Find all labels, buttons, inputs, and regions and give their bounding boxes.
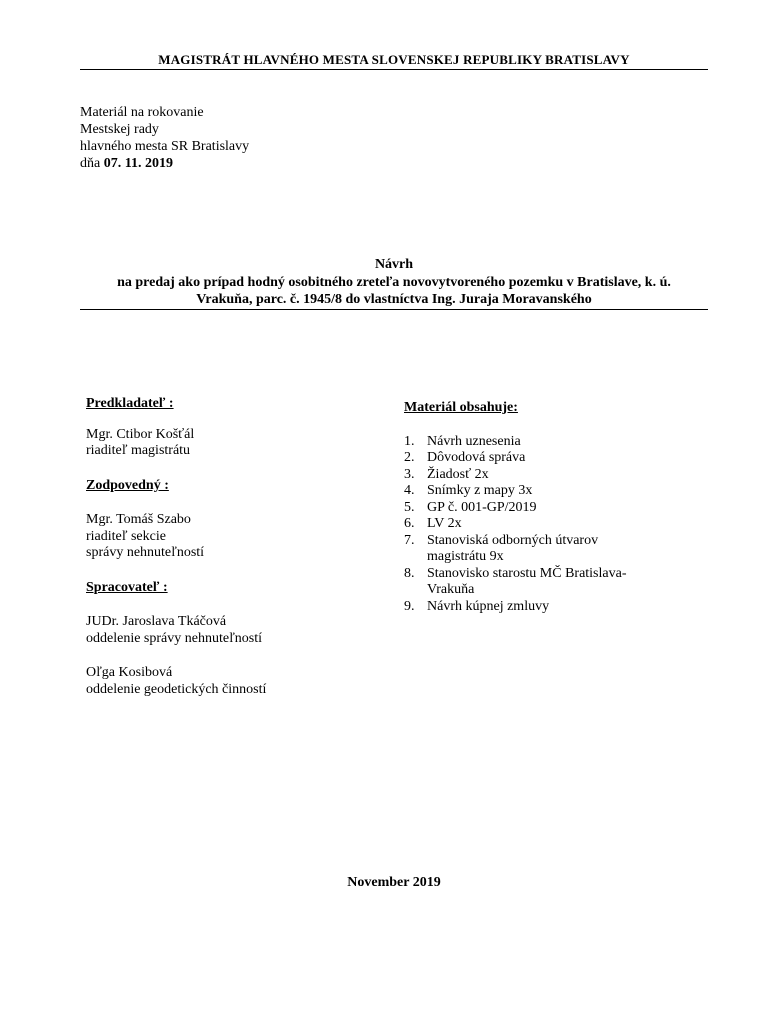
contents-item-line: GP č. 001-GP/2019: [427, 499, 537, 515]
contents-item-text: [427, 467, 694, 484]
contents-item: [404, 483, 694, 500]
processor-2-dept: oddelenie geodetických činností: [86, 681, 267, 697]
meeting-line-1: Materiál na rokovanie: [80, 105, 204, 120]
contents-item-text: [427, 599, 694, 616]
meeting-date: 07. 11. 2019: [103, 156, 173, 171]
contents-item-line: Stanoviská odborných útvarov: [427, 532, 599, 548]
footer-date: November 2019: [347, 875, 441, 890]
contents-item-line: magistrátu 9x: [427, 549, 504, 564]
contents-heading: Materiál obsahuje:: [404, 400, 518, 415]
contents-item-text: [427, 450, 694, 467]
contents-item-line: LV 2x: [427, 516, 462, 531]
meeting-date-prefix: dňa: [80, 156, 104, 171]
contents-item-number: 4.: [404, 483, 415, 498]
processor-1-dept: oddelenie správy nehnuteľností: [86, 630, 262, 646]
responsible-heading: Zodpovedný :: [86, 477, 169, 493]
contents-item: [404, 434, 694, 451]
meeting-line-3: hlavného mesta SR Bratislavy: [80, 139, 250, 154]
people-column: [86, 396, 386, 698]
contents-item-number: 8.: [404, 565, 415, 581]
header-rule: [80, 69, 708, 70]
submitter-heading: Predkladateľ :: [86, 396, 174, 411]
contents-list: [404, 434, 694, 616]
contents-item: [404, 467, 694, 484]
contents-item: [404, 500, 694, 517]
processor-2-name: Oľga Kosibová: [86, 665, 173, 680]
meeting-line-2: Mestskej rady: [80, 122, 159, 137]
contents-item-line: Návrh uznesenia: [427, 433, 521, 449]
contents-item-number: 6.: [404, 516, 415, 531]
contents-item-number: 5.: [404, 499, 415, 515]
contents-item-text: [427, 500, 694, 517]
header-title: MAGISTRÁT HLAVNÉHO MESTA SLOVENSKEJ REPUBLIKY BRATISLAVY: [158, 52, 630, 67]
proposal-line-2: Vrakuňa, parc. č. 1945/8 do vlastníctva Ing. Juraja Moravanského: [196, 292, 592, 307]
contents-item-text: [427, 566, 694, 599]
contents-item-line: Dôvodová správa: [427, 450, 526, 465]
contents-item-line: Návrh kúpnej zmluvy: [427, 598, 550, 614]
proposal-rule: [80, 309, 708, 310]
contents-item: [404, 450, 694, 467]
proposal-line-1: na predaj ako prípad hodný osobitného zreteľa novovytvoreného pozemku v Bratislave, k. ú.: [117, 274, 671, 290]
contents-item-text: [427, 533, 694, 566]
contents-item: [404, 566, 694, 599]
proposal-title: Návrh: [374, 257, 414, 272]
submitter-role: riaditeľ magistrátu: [86, 443, 191, 458]
responsible-role-1: riaditeľ sekcie: [86, 528, 166, 544]
contents-item-number: 2.: [404, 450, 415, 465]
contents-item-line: Stanovisko starostu MČ Bratislava-: [427, 565, 627, 581]
contents-item: [404, 516, 694, 533]
contents-item-text: [427, 516, 694, 533]
contents-item-line: Žiadosť 2x: [427, 466, 489, 482]
contents-item-text: [427, 483, 694, 500]
contents-item: [404, 599, 694, 616]
responsible-role-2: správy nehnuteľností: [86, 545, 205, 560]
contents-column: [404, 400, 694, 615]
meeting-info: [80, 104, 249, 172]
processed-by-heading: Spracovateľ :: [86, 579, 168, 595]
contents-item: [404, 533, 694, 566]
proposal-title-block: [80, 256, 708, 309]
contents-item-line: Snímky z mapy 3x: [427, 483, 533, 498]
contents-item-number: 7.: [404, 532, 415, 548]
processor-1-name: JUDr. Jaroslava Tkáčová: [86, 614, 227, 629]
meeting-date-line: [80, 155, 249, 172]
contents-item-number: 3.: [404, 466, 415, 482]
responsible-name: Mgr. Tomáš Szabo: [86, 512, 191, 527]
contents-item-number: 1.: [404, 433, 415, 449]
submitter-name: Mgr. Ctibor Košťál: [86, 426, 195, 442]
contents-item-line: Vrakuňa: [427, 582, 475, 597]
contents-item-number: 9.: [404, 598, 415, 614]
contents-item-text: [427, 434, 694, 451]
